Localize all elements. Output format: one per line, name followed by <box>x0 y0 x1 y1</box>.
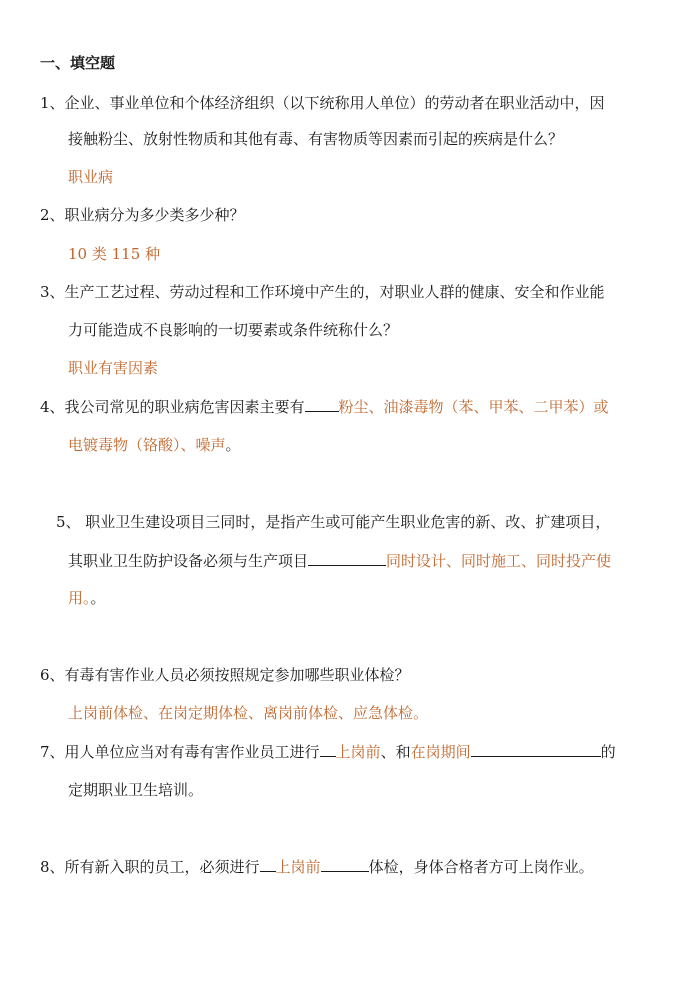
question-5-answer-part-1: 同时设计、同时施工、同时投产使 <box>386 552 612 570</box>
answer-blank <box>321 857 369 872</box>
section-title: 一、填空题 <box>40 54 116 72</box>
question-4-prefix: 4、我公司常见的职业病危害因素主要有 <box>40 398 305 416</box>
question-5-answer-part-2: 用。 <box>68 589 91 607</box>
question-4-answer-part-2: 电镀毒物（铬酸）、噪声 <box>68 436 226 454</box>
question-3-line-1: 3、生产工艺过程、劳动过程和工作环境中产生的，对职业人群的健康、安全和作业能 <box>40 283 605 301</box>
question-4-line-1 <box>40 397 609 417</box>
question-5-prefix: 其职业卫生防护设备必须与生产项目 <box>68 552 309 570</box>
question-1-answer: 职业病 <box>68 168 114 186</box>
question-4-suffix: 。 <box>225 436 241 454</box>
question-7-line-2: 定期职业卫生培训。 <box>68 781 204 799</box>
question-6-line-1: 6、有毒有害作业人员必须按照规定参加哪些职业体检？ <box>40 666 410 684</box>
question-1-line-2: 接触粉尘、放射性物质和其他有毒、有害物质等因素而引起的疾病是什么？ <box>68 130 564 148</box>
question-7-suffix: 的 <box>600 743 616 761</box>
question-7-prefix: 7、用人单位应当对有毒有害作业员工进行 <box>40 743 320 761</box>
answer-blank <box>308 551 386 566</box>
answer-blank <box>471 742 601 757</box>
question-4-line-2 <box>68 435 241 455</box>
question-1-line-1: 1、企业、事业单位和个体经济组织（以下统称用人单位）的劳动者在职业活动中，因 <box>40 94 605 112</box>
answer-blank <box>305 397 339 412</box>
question-3-line-2: 力可能造成不良影响的一切要素或条件统称什么？ <box>68 321 399 339</box>
answer-blank <box>320 742 336 757</box>
question-7-line-1 <box>40 742 616 762</box>
question-8-prefix: 8、所有新入职的员工，必须进行 <box>40 858 260 876</box>
question-5-line-2 <box>68 551 611 571</box>
question-4-answer-part-1: 粉尘、油漆毒物（苯、甲苯、二甲苯）或 <box>338 398 609 416</box>
question-8-suffix: 体检，身体合格者方可上岗作业。 <box>368 858 594 876</box>
question-7-answer-part-1: 上岗前 <box>335 743 381 761</box>
question-2-answer: 10 类 115 种 <box>68 245 161 263</box>
question-8-line-1 <box>40 857 594 877</box>
question-8-answer: 上岗前 <box>275 858 321 876</box>
question-3-answer: 职业有害因素 <box>68 359 159 377</box>
question-5-line-3 <box>68 588 106 608</box>
question-7-mid: 、和 <box>380 743 411 761</box>
question-7-answer-part-2: 在岗期间 <box>410 743 471 761</box>
question-6-answer: 上岗前体检、在岗定期体检、离岗前体检、应急体检。 <box>68 704 429 722</box>
question-2-line-1: 2、职业病分为多少类多少种？ <box>40 206 245 224</box>
question-5-suffix: 。 <box>90 589 106 607</box>
question-5-line-1: 5、 职业卫生建设项目三同时，是指产生或可能产生职业危害的新、改、扩建项目， <box>56 513 611 531</box>
answer-blank <box>260 857 276 872</box>
